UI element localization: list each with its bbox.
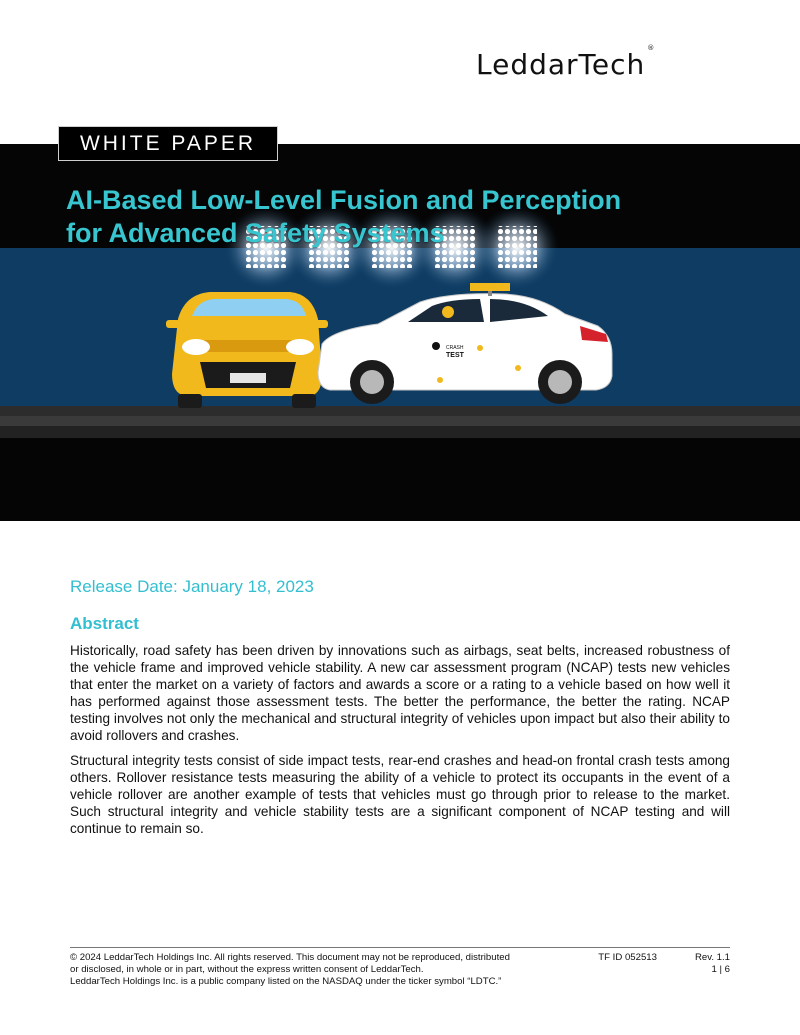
white-paper-label: WHITE PAPER [58,126,278,161]
abstract-paragraph: Historically, road safety has been driven by innovations such as airbags, seat belts, increased robustness of the vehicle frame and improved vehicle stability. A new car assessment program (NCAP) tests new vehicles that enter the market on a variety of factors and awards a score or a rating to a vehicle based on how well it has performed against those assessment tests. The better the performance, the better the rating. NCAP testing involves not only the mechanical and structural integrity of vehicles upon impact but also their ability to avoid rollovers and crashes. [70,643,730,743]
yellow-car [166,292,328,408]
tf-id: TF ID 052513 [598,952,657,963]
public-company-note: LeddarTech Holdings Inc. is a public company listed on the NASDAQ under the ticker symbol “LDTC.” [70,976,502,987]
crash-label: CRASH [446,345,464,351]
logo-text: LeddarTech [476,48,646,81]
footer [70,952,730,988]
abstract-paragraph: Structural integrity tests consist of side impact tests, rear-end crashes and head-on frontal crash tests among others. Rollover resistance tests measuring the ability of a vehicle to protect its occupants in the event of a vehicle rollover are another example of tests that vehicles must go through prior to release to the market. Such structural integrity and vehicle stability tests are a significant component of NCAP testing and will continue to remain so. [70,753,730,836]
copyright-line-2: or disclosed, in whole or in part, without the express written consent of LeddarTech. [70,964,424,975]
leddartech-logo [476,43,656,81]
title-line-1: AI-Based Low-Level Fusion and Perception [66,185,622,215]
registered-mark: ® [647,43,656,52]
abstract-heading: Abstract [70,614,139,633]
title-line-2: for Advanced Safety Systems [66,218,445,248]
release-date: Release Date: January 18, 2023 [70,577,314,596]
copyright-line-1: © 2024 LeddarTech Holdings Inc. All rights reserved. This document may not be reproduced, distributed [70,952,510,963]
document-title [66,184,706,250]
footer-divider [70,947,730,948]
revision: Rev. 1.1 [694,952,730,963]
page-number: 1 | 6 [711,964,730,975]
abstract-body [70,642,730,845]
test-label: TEST [446,352,464,359]
